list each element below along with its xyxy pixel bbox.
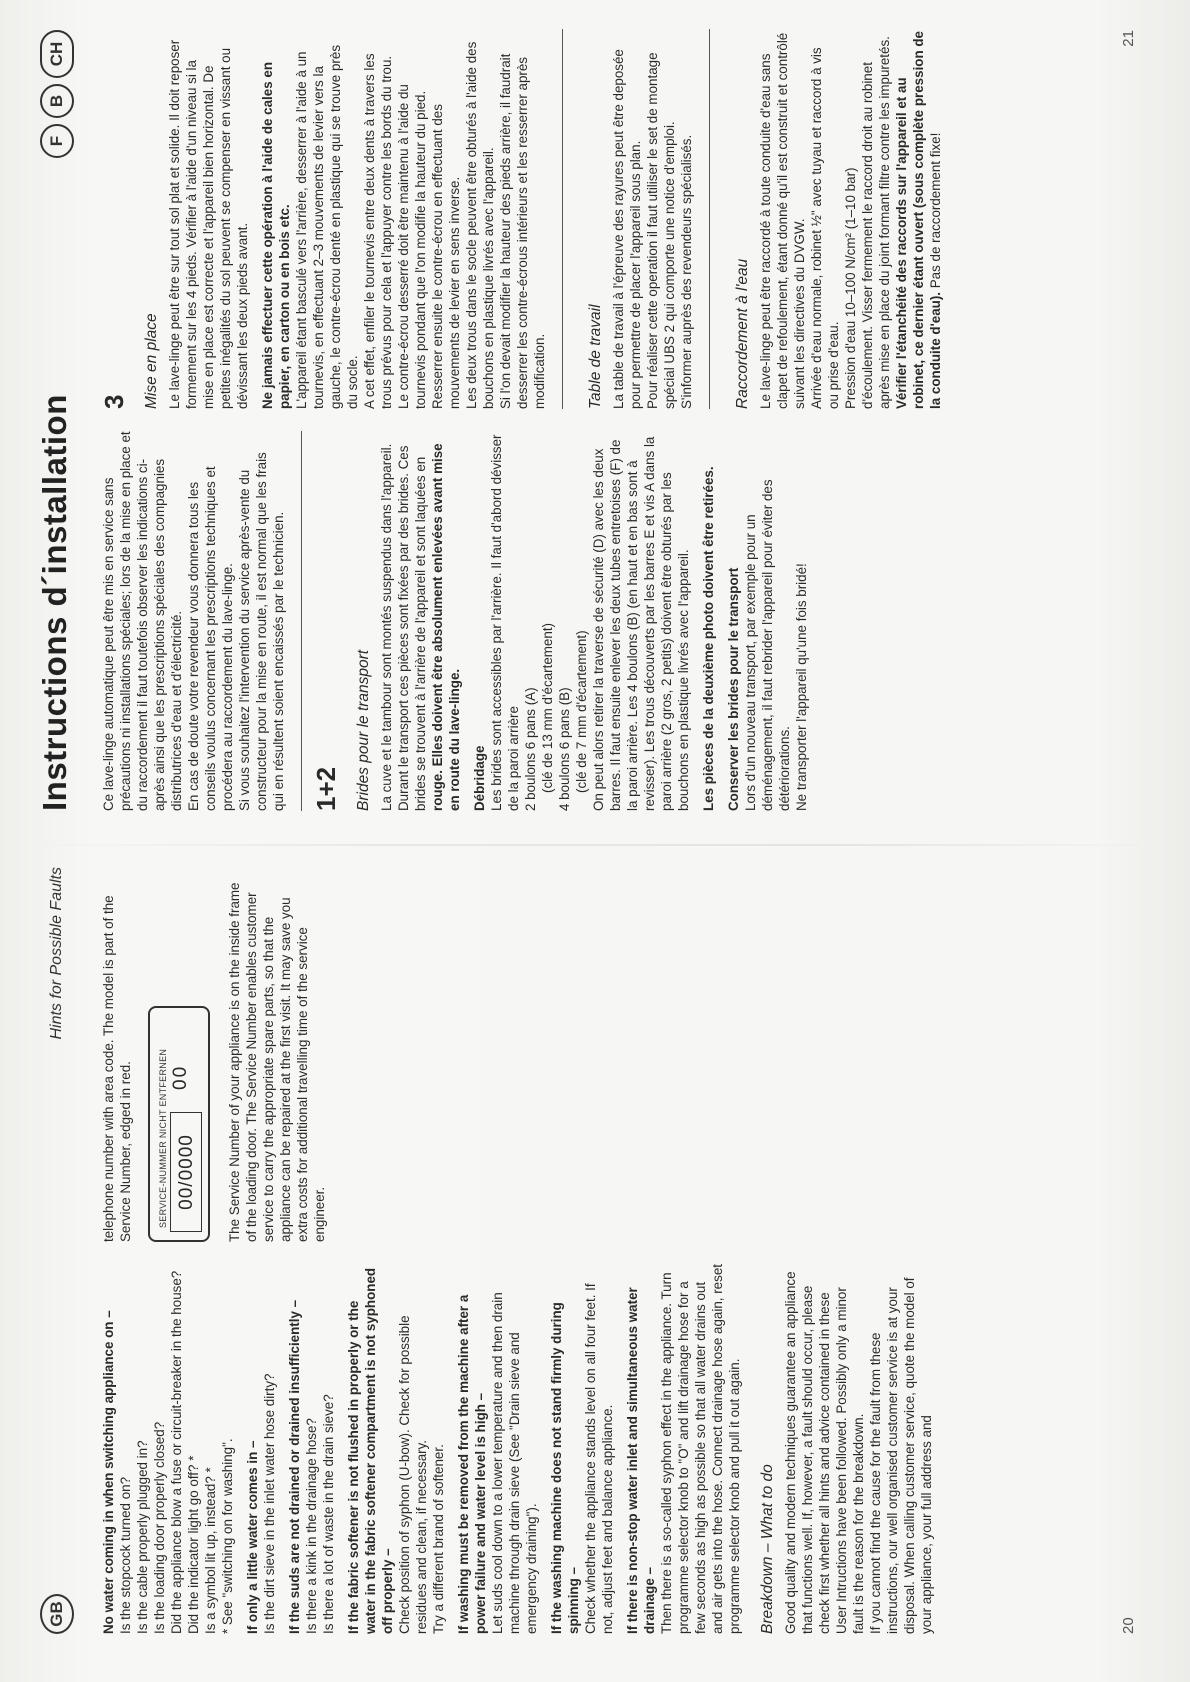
bold-heading: If there is non-stop water inlet and simultaneous water drainage – [625, 1287, 657, 1634]
body-line: Is there a lot of waste in the drain sieve? [321, 1394, 336, 1634]
service-number-plate [148, 1006, 210, 1242]
body-line: La table de travail à l'épreuve des rayures peut être deposée pour permettre de placer l'appareil sous plan. [611, 49, 643, 409]
service-plate-label: SERVICE-NUMMER NICHT ENTFERNEN [158, 1048, 168, 1228]
section-number: 1+2 [311, 766, 341, 811]
section-divider [301, 431, 302, 811]
page-number-right: 21 [1120, 30, 1137, 47]
body-line: 4 boulons 6 pans (B) [557, 687, 572, 811]
page-left [0, 841, 1190, 1682]
body-line: Si vous souhaitez l'intervention du service après-vente du constructeur pour la mise en route, il est normal que les frais qui en résultent soient encaissés par le technicien. [237, 452, 286, 811]
page-left-header [0, 841, 80, 1682]
bold-heading: If washing must be removed from the machine after a power failure and water level is high – [456, 1294, 488, 1634]
service-plate-code: 00 [170, 1064, 191, 1090]
body-line: Le contre-écrou desserré doit être maintenu à l'aide du tournevis pondant que l'on modifie la hauteur du pied. Resserrer ensuite le contre-écrou en effectuant des mouvements de levier en sens inverse. [396, 84, 462, 409]
body-line: A cet effet, enfiler le tournevis entre deux dents à travers les trous prévus pour cela et l'appuyer contre les bords du trou. [362, 53, 394, 409]
section-heading: Breakdown – What to do [759, 1464, 776, 1634]
bold-heading: Débridage [472, 745, 487, 811]
body-line: Pour réaliser cette operation il faut utiliser le set de montage spécial UBS 2 qui comporte une notice d'emploi. [645, 52, 677, 409]
body-text: La cuve et le tambour sont montés suspendus dans l'appareil. Durant le transport ces pièces sont fixées par des brides. Ces brides se trouvent à l'arrière de l'appareil et sont laquées en [379, 443, 428, 811]
body-line: Ce lave-linge automatique peut être mis en service sans précautions ni installations spéciales; lors de la mise en place et du raccordement il faut toutefois observer les indications ci-après ainsi que les prescriptions spéciales des compagnies distributrices d'eau et d'électricité. [101, 431, 184, 811]
header-title-hints: Hints for Possible Faults [48, 867, 65, 1040]
body-line: * See "switching on for washing". [220, 1438, 235, 1634]
language-badges [40, 30, 74, 158]
body-line: Pression d'eau 10–100 N/cm² (1–10 bar) [843, 167, 858, 409]
right-page-column-1 [100, 431, 810, 811]
left-page-column-2 [100, 872, 328, 1242]
indented-line: (clé de 13 mm d'écartement) [540, 622, 555, 793]
language-badge-b: B [40, 84, 74, 118]
body-line: En cas de doute votre revendeur vous donnera tous les conseils voulus concernant les prescriptions techniques et procédera au raccordement du lave-linge. [186, 466, 235, 811]
paragraph-mixed [893, 29, 944, 409]
body-line: Le lave-linge peut être sur tout sol plat et solide. Il doit reposer formement sur les 4 pieds. Vérifier à l'aide d'un niveau si la mise en place est correcte et l'appareil bien horizontal. De petites inégalités du sol peuvent se compenser en vissant ou dévissant les deux pieds avant. [167, 39, 250, 409]
body-line: Check position of syphon (U-bow). Check for possible residues and clean, if necessary. [397, 1315, 429, 1634]
body-text: Pas de raccordement fixe! [928, 132, 943, 292]
section-heading: Table de travail [587, 304, 604, 409]
body-line: If you cannot find the cause for the fault from these instructions, our well organised customer service is at your disposal. When calling customer service, quote the model of your appliance, your full address and [868, 1277, 934, 1634]
body-line: Les deux trous dans le socle peuvent être obturés à l'aide des bouchons en plastique livrés avec l'appareil. [464, 41, 496, 409]
body-line: d'écoulement. Visser fermement le raccord droit au robinet après mise en place du joint formant filtre contre les impuretés. [860, 36, 892, 409]
body-line: Did the appliance blow a fuse or circuit-breaker in the house? [169, 1270, 184, 1634]
body-line: Let suds cool down to a lower temperature and then drain machine through drain sieve (See "Drain sieve and emergency draining"). [490, 1292, 539, 1634]
body-line: Did the indicator light go off? * [186, 1455, 201, 1634]
bold-heading: If the suds are not drained or drained insufficiently – [287, 1299, 302, 1634]
language-badge-f: F [40, 124, 74, 158]
section-heading: Raccordement à l'eau [734, 258, 751, 409]
body-line: Is the cable properly plugged in? [135, 1440, 150, 1634]
language-badge-gb: GB [40, 1594, 74, 1634]
section-heading: Mise en place [143, 313, 160, 409]
page-right-header [0, 0, 80, 841]
page-fold [20, 844, 1170, 846]
body-line: Arrivée d'eau normale, robinet ½" avec tuyau et raccord à vis ou prise d'eau. [809, 47, 841, 409]
service-number-explanation: The Service Number of your appliance is on the inside frame of the loading door. The Service Number enables customer service to carry the appropriate spare parts, so that the appliance can be repaired at the first visit. It may save you extra costs for additional travelling time of the service engineer. [227, 882, 327, 1242]
body-line: Check whether the appliance stands level on all four feet. If not, adjust feet and balance appliance. [583, 1283, 615, 1634]
service-intro-text: telephone number with area code. The model is part of the Service Number, edged in red. [101, 895, 133, 1242]
right-page-column-2 [100, 29, 952, 409]
body-line: On peut alors retirer la traverse de sécurité (D) avec les deux barres. Il faut ensuite enlever les deux tubes entretoises (F) de la paroi arrière. Les 4 boulons (B) (en haut et en bas sont à revisser). Les trous découverts par les barres E et vis A dans la paroi arrière (2 gros, 2 petits) doivent être obturés par les bouchons en plastique livrés avec l'appareil. [591, 436, 691, 811]
bold-heading: Ne jamais effectuer cette opération à l'aide de cales en papier, en carton ou en bois etc. [260, 61, 292, 409]
body-line: Si l'on devait modifier la hauteur des pieds arrière, il faudrait desserrer les contre-écrous intérieurs et les resserrer après modification. [498, 53, 547, 409]
body-line: Le lave-linge peut être raccordé à toute conduite d'eau sans clapet de refoulement, étant donné qu'il est construit et contrôlé suivant les directives du DVGW. [758, 32, 807, 409]
body-line: Is a symbol lit up, instead? * [203, 1467, 218, 1634]
body-line: Is the dirt sieve in the inlet water hose dirty? [262, 1373, 277, 1634]
bold-heading: If only a little water comes in – [245, 1440, 260, 1634]
body-line: S'informer auprès des revendeurs spécialisés. [679, 134, 694, 409]
body-line: Good quality and modern techniques guarantee an appliance that functions well. If, however, a fault should occur, please check first whether all hints and advice contained in these User Intructions have been followed. Possibly only a minor fault is the reason for the breakdown. [783, 1271, 866, 1634]
emphasis-text: rouge. Elles doivent être absolument enlevées avant mise en route du lave-linge. [430, 443, 462, 811]
language-badge-ch: CH [40, 30, 74, 78]
section-heading: Brides pour le transport [355, 649, 372, 811]
body-line: Is there a kink in the drainage hose? [304, 1418, 319, 1634]
body-line: Is the loading door properly closed? [152, 1421, 167, 1634]
bold-heading: Les pièces de la deuxième photo doivent être retirées. [701, 466, 716, 811]
body-line: L'appareil étant basculé vers l'arrière, desserrer à l'aide à un tournevis, en effectuant 2–3 mouvements de levier vers la gauche, le contre-écrou denté en plastique qui se trouve près du socle. [294, 44, 360, 409]
body-line: Lors d'un nouveau transport, par exemple pour un déménagement, il faut rebrider l'appareil pour éviter des détériorations. [743, 479, 792, 811]
service-plate-number: 00/0000 [170, 1112, 202, 1232]
bold-heading: No water coming in when switching appliance on – [101, 1310, 116, 1634]
emphasis-text: Vérifier l'étanchéité des raccords sur l'appareil et au robinet, ce dernier étant ouvert (sous complète pression de la conduite d'eau). [894, 30, 943, 409]
page-title-installation: Instructions d´installation [36, 394, 73, 811]
section-divider [562, 29, 563, 409]
body-line: 2 boulons 6 pans (A) [523, 687, 538, 811]
paragraph-mixed [378, 431, 463, 811]
bold-heading: If the fabric softener is not flushed in properly or the water in the fabric softener compartment is not syphoned off properly – [346, 1267, 395, 1634]
bold-heading: Conserver les brides pour le transport [726, 567, 741, 811]
page-number-left: 20 [1120, 1617, 1137, 1634]
bold-heading: If the washing machine does not stand firmly during spinning – [549, 1302, 581, 1634]
section-divider [709, 29, 710, 409]
section-number: 3 [99, 394, 129, 409]
body-line: Try a different brand of softener. [431, 1444, 446, 1634]
body-line: Les brides sont accessibles par l'arrière. Il faut d'abord dévisser de la paroi arrière [489, 434, 521, 811]
indented-line: (clé de 7 mm d'écartement) [574, 630, 589, 793]
body-line: Ne transporter l'appareil qu'une fois bridé! [794, 563, 809, 811]
left-page-column-1 [100, 1264, 935, 1634]
body-line: Is the stopcock turned on? [118, 1476, 133, 1634]
body-line: Then there is a so-called syphon effect in the appliance. Turn programme selector knob to "O" and lift drainage hose for a few seconds as high as possible so that all water drains out and air gets into the hose. Connect drainage hose again, reset programme selector knob and pull it out again. [659, 1264, 742, 1634]
